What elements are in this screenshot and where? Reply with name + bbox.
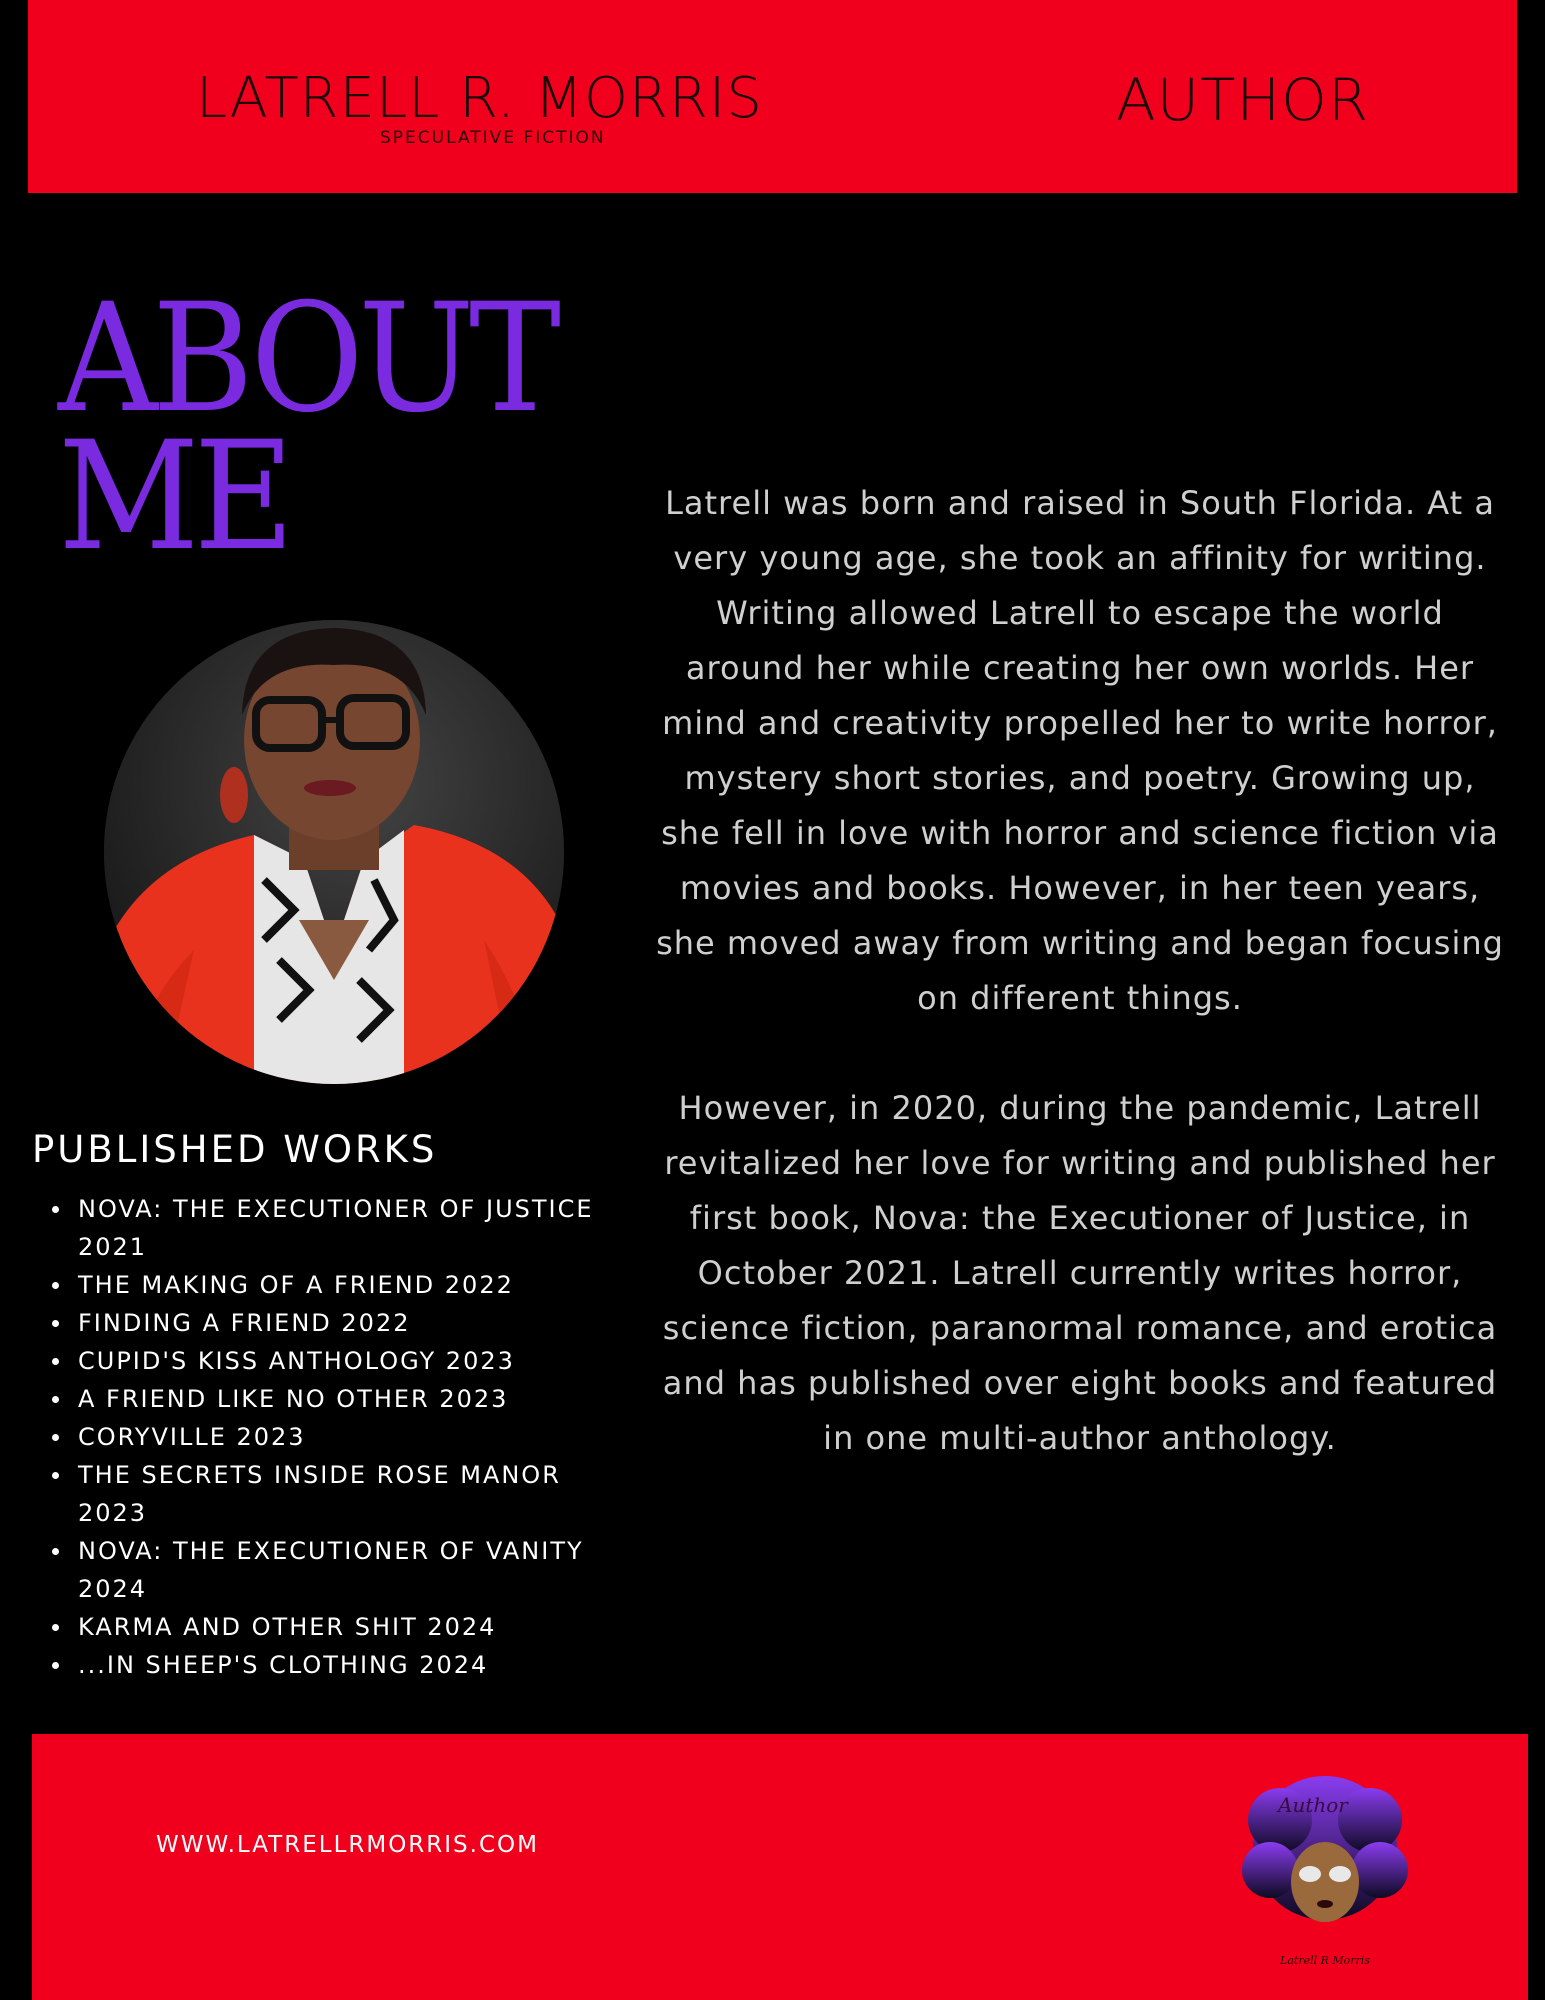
author-name: LATRELL R. MORRIS <box>196 66 763 131</box>
author-portrait-photo <box>104 620 564 1084</box>
author-logo-icon <box>1240 1770 1410 1970</box>
list-item: NOVA: THE EXECUTIONER OF JUSTICE 2021 <box>78 1190 638 1266</box>
list-item: THE MAKING OF A FRIEND 2022 <box>78 1266 638 1304</box>
website-link[interactable]: WWW.LATRELLRMORRIS.COM <box>156 1832 539 1858</box>
list-item: KARMA AND OTHER SHIT 2024 <box>78 1608 638 1646</box>
list-item: CUPID'S KISS ANTHOLOGY 2023 <box>78 1342 638 1380</box>
list-item: ...IN SHEEP'S CLOTHING 2024 <box>78 1646 638 1684</box>
about-me-title <box>58 272 556 584</box>
bio-paragraph: Latrell was born and raised in South Florida. At a very young age, she took an affinity for writing. Writing allowed Latrell to escape the world around her while creating her own worlds. Her mind and creativity propelled her to write horror, mystery short stories, and poetry. Growing up, she fell in love with horror and science fiction via movies and books. However, in her teen years, she moved away from writing and began focusing on different things. <box>656 484 1504 1017</box>
author-avatar-logo <box>1240 1770 1410 1970</box>
bio-paragraph: However, in 2020, during the pandemic, Latrell revitalized her love for writing and published her first book, Nova: the Executioner of Justice, in October 2021. Latrell currently writes horror, science fiction, paranormal romance, and erotica and has published over eight books and featured in one multi-author anthology. <box>662 1089 1498 1457</box>
published-works-list <box>78 1190 638 1684</box>
list-item: NOVA: THE EXECUTIONER OF VANITY 2024 <box>78 1532 638 1608</box>
list-item: THE SECRETS INSIDE ROSE MANOR 2023 <box>78 1456 638 1532</box>
logo-author-script: Author <box>1278 1793 1348 1817</box>
list-item: FINDING A FRIEND 2022 <box>78 1304 638 1342</box>
list-item: A FRIEND LIKE NO OTHER 2023 <box>78 1380 638 1418</box>
portrait-illustration <box>104 620 564 1084</box>
list-item: CORYVILLE 2023 <box>78 1418 638 1456</box>
about-title-line2: ME <box>58 410 290 584</box>
published-works-heading: PUBLISHED WORKS <box>32 1128 438 1171</box>
about-title-line1: ABOUT <box>58 272 556 446</box>
author-genre-tagline: SPECULATIVE FICTION <box>380 128 606 148</box>
author-role-label: AUTHOR <box>1116 66 1370 134</box>
author-bio <box>655 476 1505 1521</box>
logo-signature: Latrell R Morris <box>1280 1954 1370 1967</box>
